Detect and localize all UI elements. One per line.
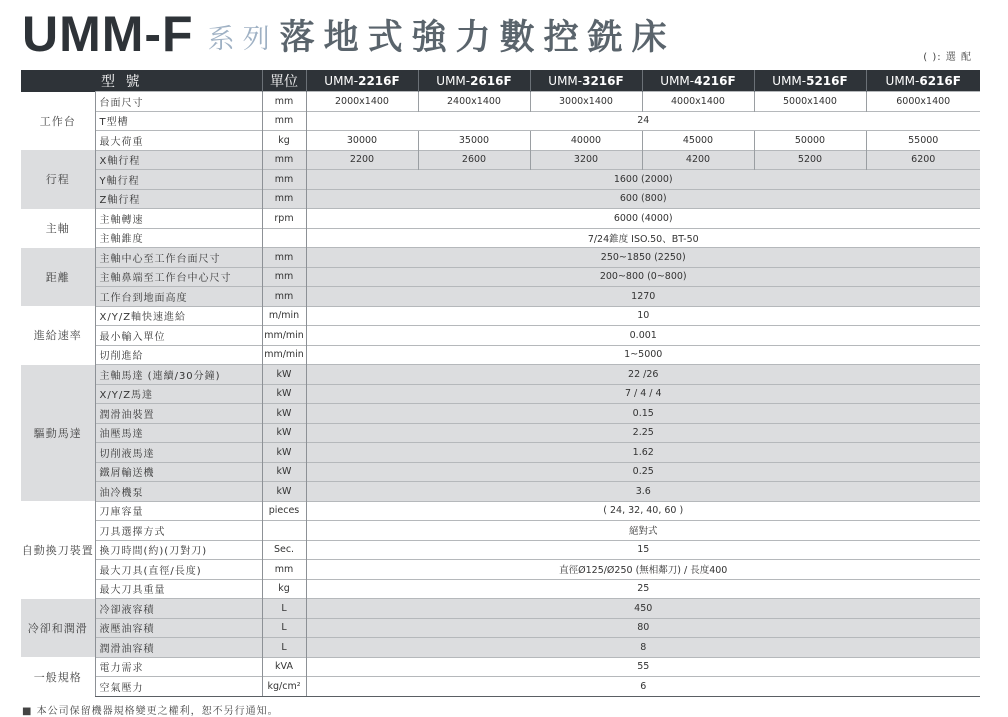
unit-cell: kg/cm² — [262, 677, 306, 697]
param-cell: 切削進給 — [95, 345, 262, 365]
shared-value-cell: 0.15 — [306, 404, 980, 424]
unit-cell: mm/min — [262, 326, 306, 346]
param-cell: 台面尺寸 — [95, 92, 262, 112]
category-cell: 進給速率 — [21, 306, 95, 365]
param-cell: T型槽 — [95, 111, 262, 131]
param-cell: 換刀時間(約)(刀對刀) — [95, 540, 262, 560]
table-row — [21, 462, 980, 482]
header-model-3: UMM-3216F — [530, 70, 642, 92]
optional-legend: ( ): 選 配 — [923, 52, 972, 63]
header-model-4: UMM-4216F — [642, 70, 754, 92]
value-cell: 5200 — [754, 150, 866, 170]
table-row — [21, 599, 980, 619]
shared-value-cell: 0.25 — [306, 462, 980, 482]
header-model-6: UMM-6216F — [866, 70, 980, 92]
table-row — [21, 306, 980, 326]
shared-value-cell: 10 — [306, 306, 980, 326]
table-row — [21, 228, 980, 248]
table-row — [21, 131, 980, 151]
unit-cell: kW — [262, 482, 306, 502]
table-row — [21, 618, 980, 638]
title-series: 系列 — [207, 24, 278, 55]
param-cell: 鐵屑輸送機 — [95, 462, 262, 482]
category-cell: 工作台 — [21, 92, 95, 151]
unit-cell: kW — [262, 384, 306, 404]
shared-value-cell: 6000 (4000) — [306, 209, 980, 229]
value-cell: 4200 — [642, 150, 754, 170]
table-row — [21, 443, 980, 463]
param-cell: 電力需求 — [95, 657, 262, 677]
table-row — [21, 326, 980, 346]
table-row — [21, 384, 980, 404]
value-cell: 45000 — [642, 131, 754, 151]
param-cell: X/Y/Z馬達 — [95, 384, 262, 404]
unit-cell: mm — [262, 560, 306, 580]
table-row — [21, 657, 980, 677]
param-cell: 空氣壓力 — [95, 677, 262, 697]
shared-value-cell: 22 /26 — [306, 365, 980, 385]
shared-value-cell: 7/24錐度 ISO.50、BT-50 — [306, 228, 980, 248]
table-row — [21, 345, 980, 365]
table-row — [21, 501, 980, 521]
unit-cell: mm — [262, 248, 306, 268]
unit-cell: pieces — [262, 501, 306, 521]
unit-cell: mm — [262, 92, 306, 112]
table-row — [21, 111, 980, 131]
unit-cell: mm/min — [262, 345, 306, 365]
unit-cell: mm — [262, 267, 306, 287]
category-cell: 行程 — [21, 150, 95, 209]
param-cell: 最大刀具(直徑/長度) — [95, 560, 262, 580]
shared-value-cell: 450 — [306, 599, 980, 619]
unit-cell: mm — [262, 111, 306, 131]
value-cell: 2200 — [306, 150, 418, 170]
shared-value-cell: 250~1850 (2250) — [306, 248, 980, 268]
header-blank — [21, 70, 95, 92]
header-model-1: UMM-2216F — [306, 70, 418, 92]
param-cell: 刀具選擇方式 — [95, 521, 262, 541]
title-model: UMM-F — [22, 6, 194, 62]
unit-cell — [262, 521, 306, 541]
category-cell: 主軸 — [21, 209, 95, 248]
shared-value-cell: 24 — [306, 111, 980, 131]
param-cell: X軸行程 — [95, 150, 262, 170]
param-cell: 潤滑油容積 — [95, 638, 262, 658]
header-unit-label: 單位 — [262, 70, 306, 92]
spec-table — [21, 70, 980, 697]
shared-value-cell: 7 / 4 / 4 — [306, 384, 980, 404]
param-cell: 工作台到地面高度 — [95, 287, 262, 307]
table-row — [21, 189, 980, 209]
unit-cell: kW — [262, 365, 306, 385]
table-row — [21, 150, 980, 170]
shared-value-cell: 8 — [306, 638, 980, 658]
shared-value-cell: 200~800 (0~800) — [306, 267, 980, 287]
value-cell: 2000x1400 — [306, 92, 418, 112]
table-row — [21, 677, 980, 697]
table-row — [21, 579, 980, 599]
param-cell: Y軸行程 — [95, 170, 262, 190]
param-cell: 潤滑油裝置 — [95, 404, 262, 424]
shared-value-cell: 25 — [306, 579, 980, 599]
unit-cell: mm — [262, 189, 306, 209]
param-cell: 刀庫容量 — [95, 501, 262, 521]
unit-cell: mm — [262, 150, 306, 170]
param-cell: 主軸錐度 — [95, 228, 262, 248]
unit-cell: kW — [262, 443, 306, 463]
unit-cell: m/min — [262, 306, 306, 326]
value-cell: 35000 — [418, 131, 530, 151]
table-row — [21, 287, 980, 307]
param-cell: 油冷機泵 — [95, 482, 262, 502]
table-row — [21, 92, 980, 112]
unit-cell: L — [262, 618, 306, 638]
shared-value-cell: 絕對式 — [306, 521, 980, 541]
shared-value-cell: 6 — [306, 677, 980, 697]
value-cell: 6000x1400 — [866, 92, 980, 112]
param-cell: Z軸行程 — [95, 189, 262, 209]
value-cell: 4000x1400 — [642, 92, 754, 112]
unit-cell: kVA — [262, 657, 306, 677]
unit-cell: kg — [262, 579, 306, 599]
shared-value-cell: 2.25 — [306, 423, 980, 443]
value-cell: 3000x1400 — [530, 92, 642, 112]
shared-value-cell: 55 — [306, 657, 980, 677]
unit-cell: Sec. — [262, 540, 306, 560]
table-row — [21, 267, 980, 287]
unit-cell: kW — [262, 423, 306, 443]
param-cell: 冷卻液容積 — [95, 599, 262, 619]
param-cell: 主軸鼻端至工作台中心尺寸 — [95, 267, 262, 287]
header-model-label: 型 號 — [95, 70, 262, 92]
shared-value-cell: 600 (800) — [306, 189, 980, 209]
table-row — [21, 170, 980, 190]
header-row — [21, 70, 980, 92]
unit-cell: kg — [262, 131, 306, 151]
unit-cell: kW — [262, 462, 306, 482]
param-cell: X/Y/Z軸快速進給 — [95, 306, 262, 326]
title-name: 落地式強力數控銑床 — [279, 18, 676, 58]
table-row — [21, 404, 980, 424]
unit-cell — [262, 228, 306, 248]
category-cell: 一般規格 — [21, 657, 95, 696]
header-model-5: UMM-5216F — [754, 70, 866, 92]
category-cell: 距離 — [21, 248, 95, 307]
shared-value-cell: ( 24, 32, 40, 60 ) — [306, 501, 980, 521]
page-title — [22, 4, 676, 60]
table-row — [21, 638, 980, 658]
param-cell: 油壓馬達 — [95, 423, 262, 443]
value-cell: 6200 — [866, 150, 980, 170]
table-row — [21, 365, 980, 385]
unit-cell: rpm — [262, 209, 306, 229]
shared-value-cell: 1600 (2000) — [306, 170, 980, 190]
param-cell: 最小輸入單位 — [95, 326, 262, 346]
unit-cell: kW — [262, 404, 306, 424]
param-cell: 切削液馬達 — [95, 443, 262, 463]
shared-value-cell: 15 — [306, 540, 980, 560]
param-cell: 液壓油容積 — [95, 618, 262, 638]
param-cell: 主軸馬達 (連續/30分鐘) — [95, 365, 262, 385]
param-cell: 最大刀具重量 — [95, 579, 262, 599]
param-cell: 最大荷重 — [95, 131, 262, 151]
spec-body — [21, 92, 980, 697]
value-cell: 3200 — [530, 150, 642, 170]
shared-value-cell: 1270 — [306, 287, 980, 307]
table-row — [21, 248, 980, 268]
shared-value-cell: 1~5000 — [306, 345, 980, 365]
table-row — [21, 482, 980, 502]
unit-cell: L — [262, 599, 306, 619]
category-cell: 自動換刀裝置 — [21, 501, 95, 599]
param-cell: 主軸中心至工作台面尺寸 — [95, 248, 262, 268]
value-cell: 5000x1400 — [754, 92, 866, 112]
table-row — [21, 540, 980, 560]
value-cell: 55000 — [866, 131, 980, 151]
table-row — [21, 423, 980, 443]
category-cell: 驅動馬達 — [21, 365, 95, 502]
shared-value-cell: 3.6 — [306, 482, 980, 502]
value-cell: 2400x1400 — [418, 92, 530, 112]
param-cell: 主軸轉速 — [95, 209, 262, 229]
shared-value-cell: 0.001 — [306, 326, 980, 346]
unit-cell: L — [262, 638, 306, 658]
table-row — [21, 209, 980, 229]
header-model-2: UMM-2616F — [418, 70, 530, 92]
value-cell: 40000 — [530, 131, 642, 151]
table-row — [21, 560, 980, 580]
value-cell: 30000 — [306, 131, 418, 151]
table-row — [21, 521, 980, 541]
shared-value-cell: 80 — [306, 618, 980, 638]
shared-value-cell: 1.62 — [306, 443, 980, 463]
unit-cell: mm — [262, 287, 306, 307]
value-cell: 2600 — [418, 150, 530, 170]
value-cell: 50000 — [754, 131, 866, 151]
disclaimer-note: ■ 本公司保留機器規格變更之權利，恕不另行通知。 — [22, 706, 279, 717]
unit-cell: mm — [262, 170, 306, 190]
shared-value-cell: 直徑Ø125/Ø250 (無相鄰刀) / 長度400 — [306, 560, 980, 580]
category-cell: 冷卻和潤滑 — [21, 599, 95, 658]
